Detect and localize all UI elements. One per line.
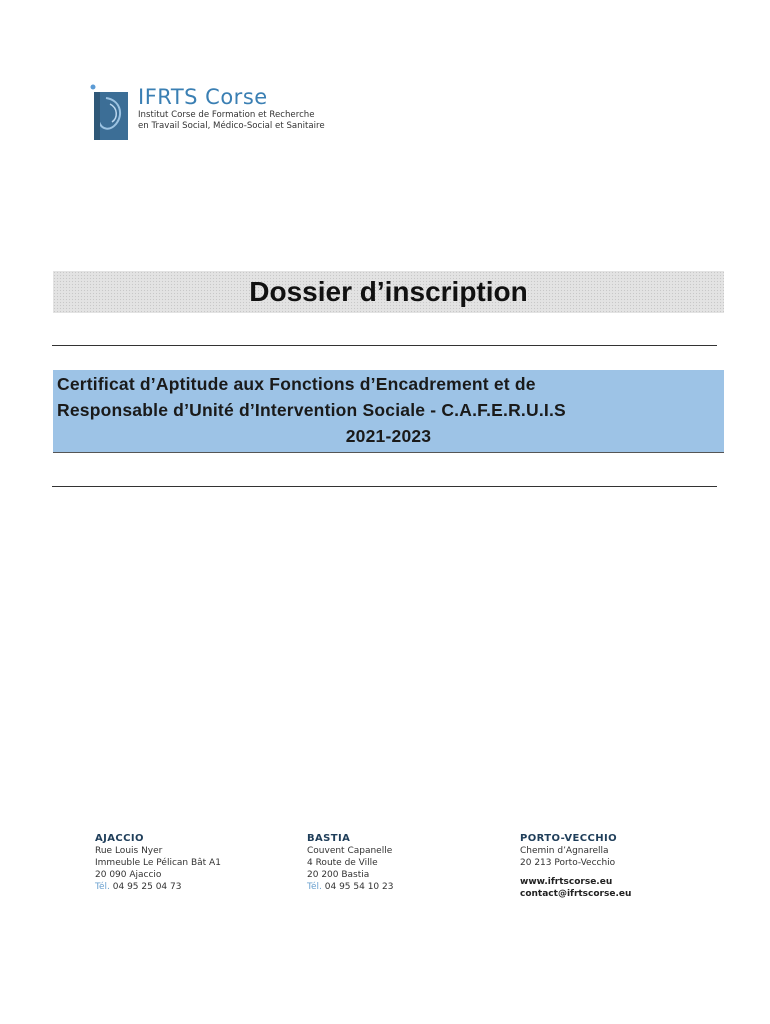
footer-address-line: Chemin d’Agnarella	[520, 846, 609, 856]
certificate-line2: Responsable d’Unité d’Intervention Sociale - C.A.F.E.R.U.I.S	[57, 400, 566, 420]
title-band	[53, 271, 724, 313]
phone-label: Tél.	[95, 882, 110, 892]
footer-address-line: 20 090 Ajaccio	[95, 870, 162, 880]
phone-label: Tél.	[307, 882, 322, 892]
footer-porto-vecchio	[520, 832, 631, 900]
logo-name: IFRTS Corse	[138, 85, 268, 109]
footer-city-bastia: BASTIA	[307, 833, 351, 844]
footer-phone	[95, 881, 221, 893]
ifrts-logo-mark-icon	[90, 84, 130, 140]
footer-address-line: Couvent Capanelle	[307, 846, 393, 856]
divider-bottom	[52, 486, 717, 487]
footer-ajaccio	[95, 832, 221, 893]
website-link[interactable]: www.ifrtscorse.eu	[520, 877, 613, 887]
certificate-box	[53, 370, 724, 453]
page-title: Dossier d’inscription	[249, 276, 528, 307]
logo-subtitle-line1: Institut Corse de Formation et Recherche	[138, 110, 315, 120]
footer-city-porto-vecchio: PORTO-VECCHIO	[520, 833, 618, 844]
certificate-years: 2021-2023	[345, 426, 432, 446]
email-link[interactable]: contact@ifrtscorse.eu	[520, 889, 632, 899]
footer-address-line: Immeuble Le Pélican Bât A1	[95, 858, 221, 868]
footer-phone	[307, 881, 393, 893]
footer-address-line: Rue Louis Nyer	[95, 846, 163, 856]
ifrts-logo	[90, 78, 370, 140]
footer-bastia	[307, 832, 393, 893]
phone-number: 04 95 25 04 73	[112, 882, 182, 892]
phone-number: 04 95 54 10 23	[324, 882, 394, 892]
footer-city-ajaccio: AJACCIO	[95, 833, 144, 844]
footer-address-line: 4 Route de Ville	[307, 858, 378, 868]
logo-subtitle-line2: en Travail Social, Médico-Social et Sanitaire	[138, 121, 325, 131]
footer-address-line: 20 213 Porto-Vecchio	[520, 858, 616, 868]
divider-top	[52, 345, 717, 346]
footer-address-line: 20 200 Bastia	[307, 870, 370, 880]
certificate-line1: Certificat d’Aptitude aux Fonctions d’Encadrement et de	[57, 374, 536, 394]
